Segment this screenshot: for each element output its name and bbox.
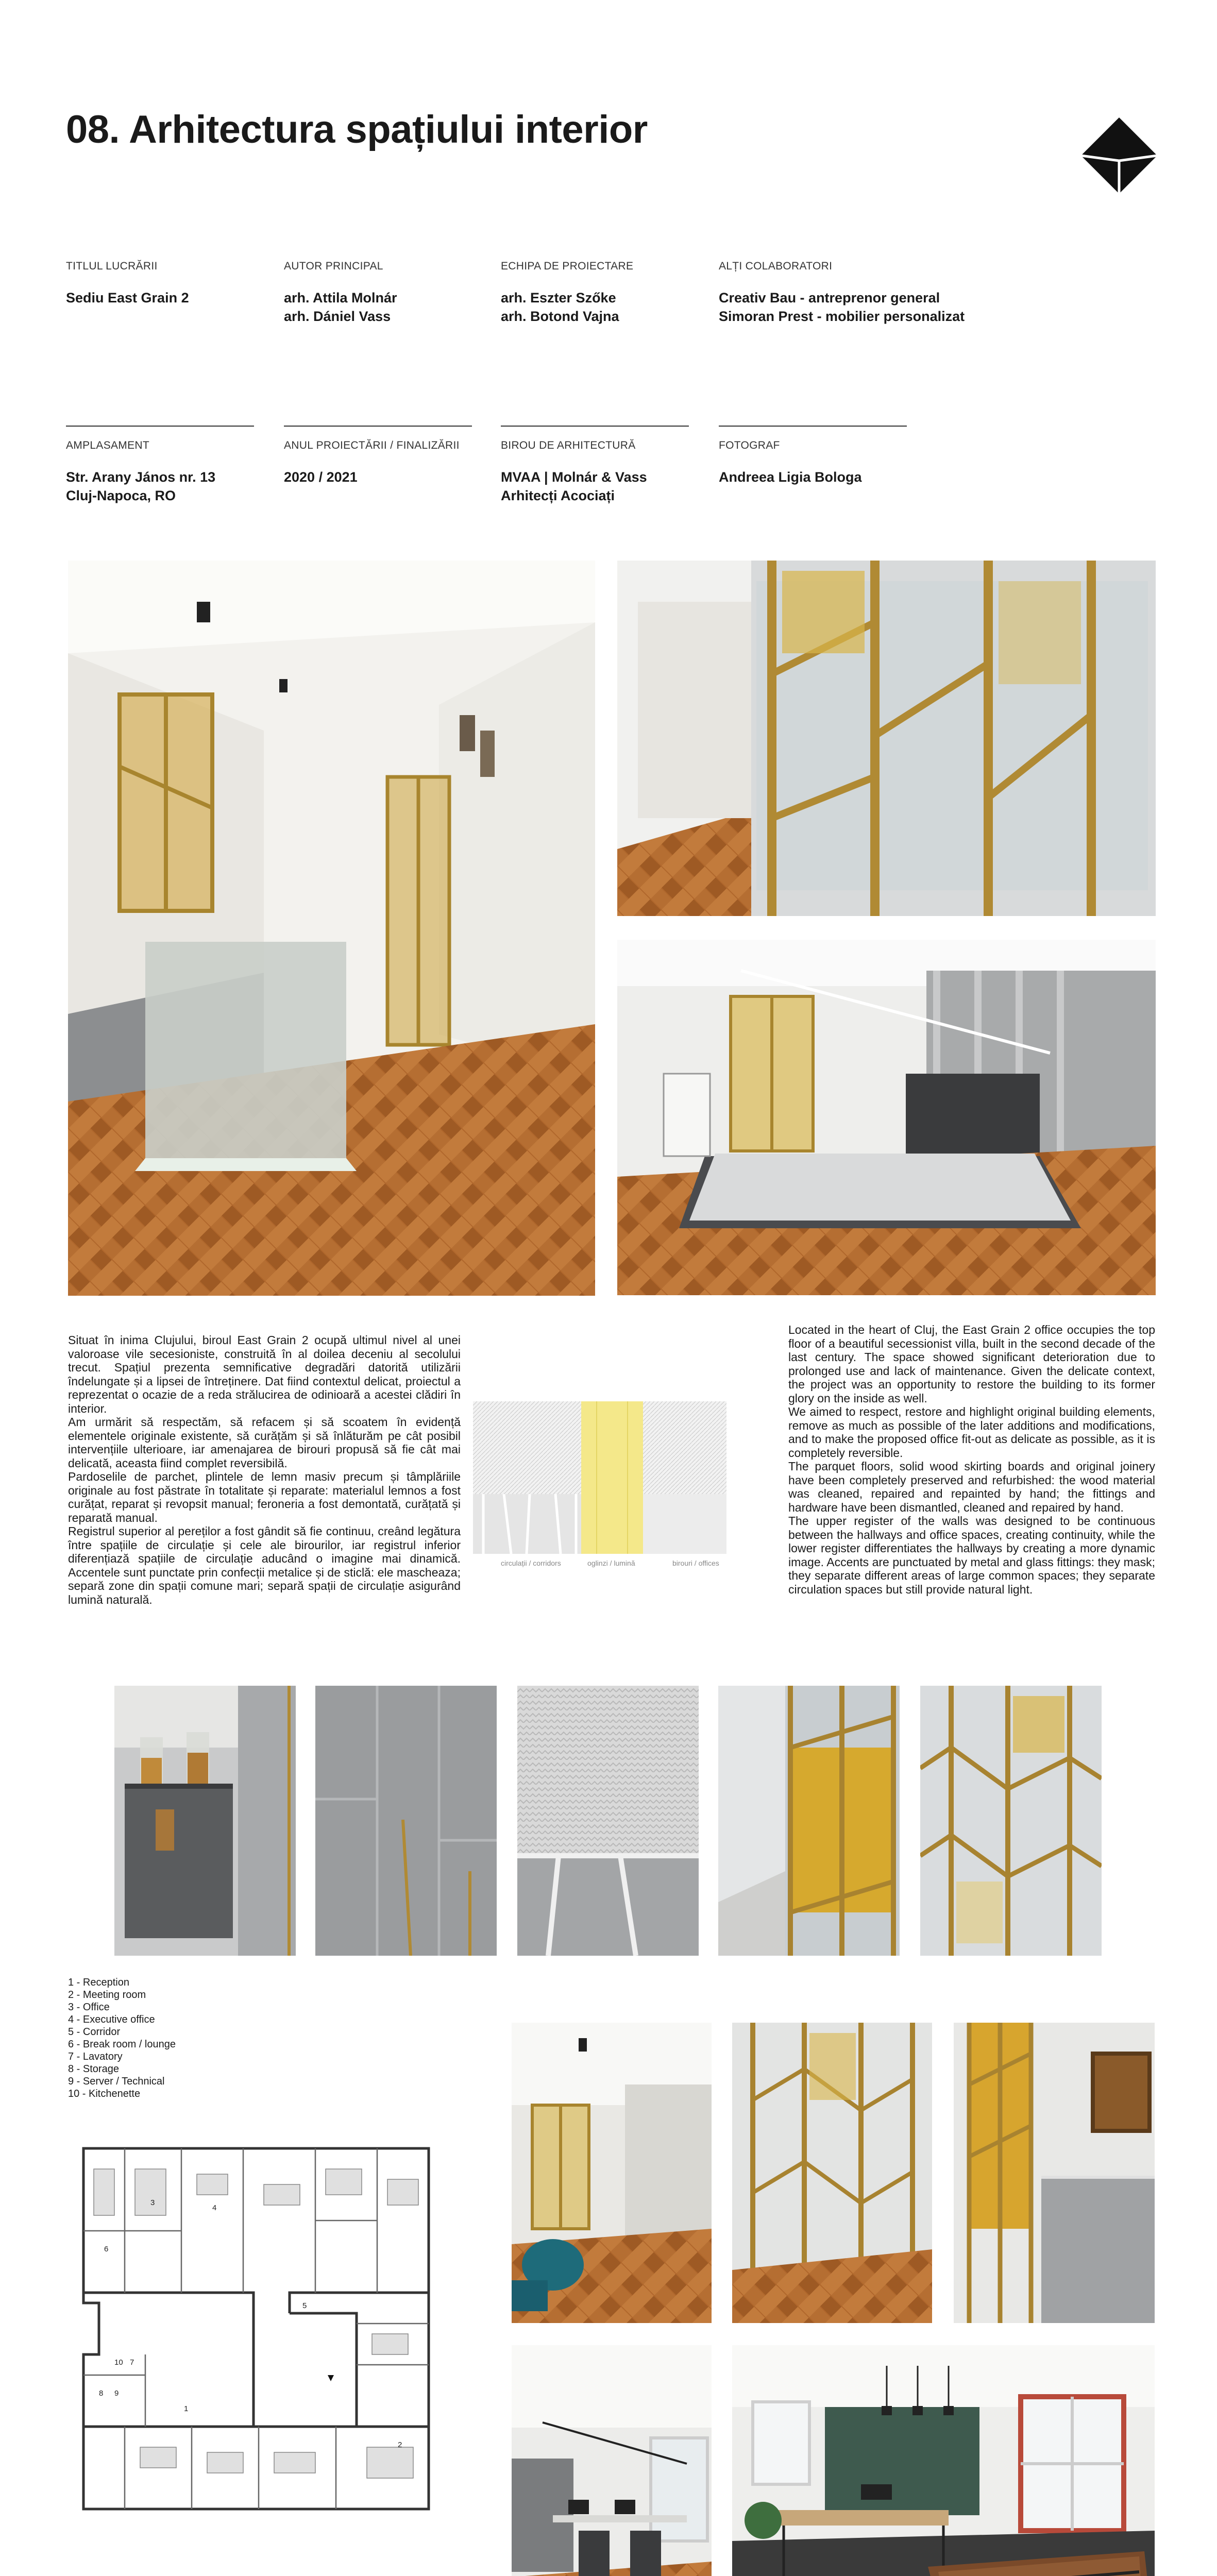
legend-item: 7 - Lavatory — [68, 2051, 123, 2062]
info-label-photographer: FOTOGRAF — [719, 439, 780, 451]
photo-detail-shelf — [114, 1686, 296, 1956]
paragraph: Am urmărit să respectăm, să refacem și să scoatem în evidență elementele originale existente, să curățăm și să înlăturăm pe cât posibil intervențiile ulterioare, iar amenajarea de birouri propusă să fie cât mai delicată, aceasta fiind complet reversibilă. — [68, 1415, 461, 1470]
info-value-author: arh. Attila Molnár arh. Dániel Vass — [284, 290, 397, 324]
legend-item: 5 - Corridor — [68, 2026, 121, 2038]
plan-label-office: 3 — [150, 2198, 155, 2207]
photo-detail-gold-frame — [920, 1686, 1102, 1956]
paragraph: Registrul superior al pereților a fost gândit să fie continuu, creând legătura între spațiile de circulație și cele ale birourilor, iar registrul inferior diferențiază spațiile de circulație aducând o imagine mai dinamică. Accentele sunt punctate prin confecții metalice și de sticlă: ele mascheaza; separă zone din spații comune mari; separă spații de circulație asigurând lumină naturală. — [68, 1524, 461, 1606]
paragraph: The parquet floors, solid wood skirting boards and original joinery have been completely preserved and refurbished: the wood material was cleaned, repaired and repainted by hand; the fittings and hardware have been dismantled, cleaned and repaired by hand. — [788, 1460, 1155, 1514]
info-label-office: BIROU DE ARHITECTURĂ — [501, 439, 636, 451]
info-value-team: arh. Eszter Szőke arh. Botond Vajna — [501, 290, 619, 324]
plan-label-break-room: 6 — [104, 2245, 109, 2253]
wall-concept-diagram — [473, 1401, 726, 1554]
info-label-collaborators: ALȚI COLABORATORI — [719, 260, 833, 272]
info-value-collaborators: Creativ Bau - antreprenor general Simoran Prest - mobilier personalizat — [719, 290, 965, 324]
info-value-year: 2020 / 2021 — [284, 469, 358, 485]
info-label-team: ECHIPA DE PROIECTARE — [501, 260, 634, 272]
plan-label-corridor: 5 — [302, 2301, 307, 2310]
photo-open-office — [512, 2345, 712, 2576]
legend-item: 9 - Server / Technical — [68, 2076, 165, 2087]
diagram-caption-mirrors: oglinzi / lumină — [587, 1559, 635, 1567]
paragraph: Situat în inima Clujului, biroul East Grain 2 ocupă ultimul nivel al unei valoroase vile secesioniste, construită în al doilea deceniu al secolului trecut. Spațiul prezenta semnificative degradări datorită utilizării îndelungate și a lipsei de întreținere. Dat fiind contextul delicat, proiectul a reprezentat o ocazie de a reda strălucirea de odinioară a acestei clădiri în interior. — [68, 1333, 461, 1415]
legend-item: 6 - Break room / lounge — [68, 2039, 176, 2050]
description-en — [788, 1323, 1155, 1596]
legend-item: 4 - Executive office — [68, 2014, 155, 2025]
plan-label-reception: 1 — [184, 2404, 189, 2413]
paragraph: Pardoselile de parchet, plintele de lemn masiv precum și tâmplăriile originale au fost păstrate în totalitate și reparate: materialul lemnos a fost curățat, reparat și revopsit manual; feroneria a fost demontată, curățată și reparată manual. — [68, 1470, 461, 1524]
photo-detail-texture — [517, 1686, 699, 1956]
photo-reception — [68, 561, 595, 1296]
photo-detail-panels — [315, 1686, 497, 1956]
page-title: 08. Arhitectura spațiului interior — [66, 108, 648, 151]
legend-item: 10 - Kitchenette — [68, 2088, 141, 2099]
legend-item: 1 - Reception — [68, 1977, 129, 1988]
paragraph: We aimed to respect, restore and highlight original building elements, remove as much as possible of the later additions and modifications, and to make the proposed office fit-out as delicate as possible, as it is completely reversible. — [788, 1405, 1155, 1460]
photo-break-room — [732, 2345, 1155, 2576]
plan-label-executive: 4 — [212, 2204, 217, 2212]
room-legend — [68, 1976, 176, 2100]
info-label-location: AMPLASAMENT — [66, 439, 149, 451]
photo-lounge — [512, 2023, 712, 2323]
legend-item: 3 - Office — [68, 2002, 110, 2013]
divider — [501, 426, 689, 427]
info-value-office: MVAA | Molnár & Vass Arhitecți Acociați — [501, 469, 647, 503]
plan-label-lavatory: 7 — [130, 2358, 134, 2367]
description-ro — [68, 1333, 461, 1606]
paragraph: Located in the heart of Cluj, the East Grain 2 office occupies the top floor of a beautiful secessionist villa, built in the second decade of the last century. The space showed significant deterioration due to prolonged use and lack of maintenance. Given the delicate context, the project was an opportunity to restore the building to its former glory on the inside as well. — [788, 1323, 1155, 1405]
photo-glass-partition — [732, 2023, 932, 2323]
photo-corridor — [617, 561, 1156, 916]
plan-label-storage: 8 — [99, 2389, 104, 2398]
plan-label-server: 9 — [114, 2389, 119, 2398]
plan-label-meeting: 2 — [398, 2441, 402, 2449]
info-value-photographer: Andreea Ligia Bologa — [719, 469, 862, 485]
photo-meeting-room — [617, 940, 1156, 1295]
floor-plan — [68, 2138, 444, 2519]
legend-item: 8 - Storage — [68, 2063, 119, 2075]
plan-label-kitchenette: 10 — [114, 2358, 123, 2367]
info-label-title: TITLUL LUCRĂRII — [66, 260, 158, 272]
diagram-caption-offices: birouri / offices — [672, 1559, 719, 1567]
info-value-location: Str. Arany János nr. 13 Cluj-Napoca, RO — [66, 469, 216, 503]
divider — [66, 426, 254, 427]
divider — [719, 426, 907, 427]
photo-amber-panel — [954, 2023, 1155, 2323]
info-label-author: AUTOR PRINCIPAL — [284, 260, 383, 272]
divider — [284, 426, 472, 427]
paragraph: The upper register of the walls was designed to be continuous between the hallways and office spaces, creating continuity, while the lower register differentiates the hallways by creating a more dynamic image. Accents are punctuated by metal and glass fittings: they mask; they separate different areas of large common spaces; they separate circulation spaces but still provide natural light. — [788, 1514, 1155, 1596]
legend-item: 2 - Meeting room — [68, 1989, 146, 2001]
info-value-title: Sediu East Grain 2 — [66, 290, 189, 306]
diamond-logo-icon — [1081, 117, 1157, 194]
photo-detail-amber-glass — [718, 1686, 900, 1956]
diagram-caption-corridors: circulații / corridors — [501, 1559, 561, 1567]
info-label-year: ANUL PROIECTĂRII / FINALIZĂRII — [284, 439, 460, 451]
